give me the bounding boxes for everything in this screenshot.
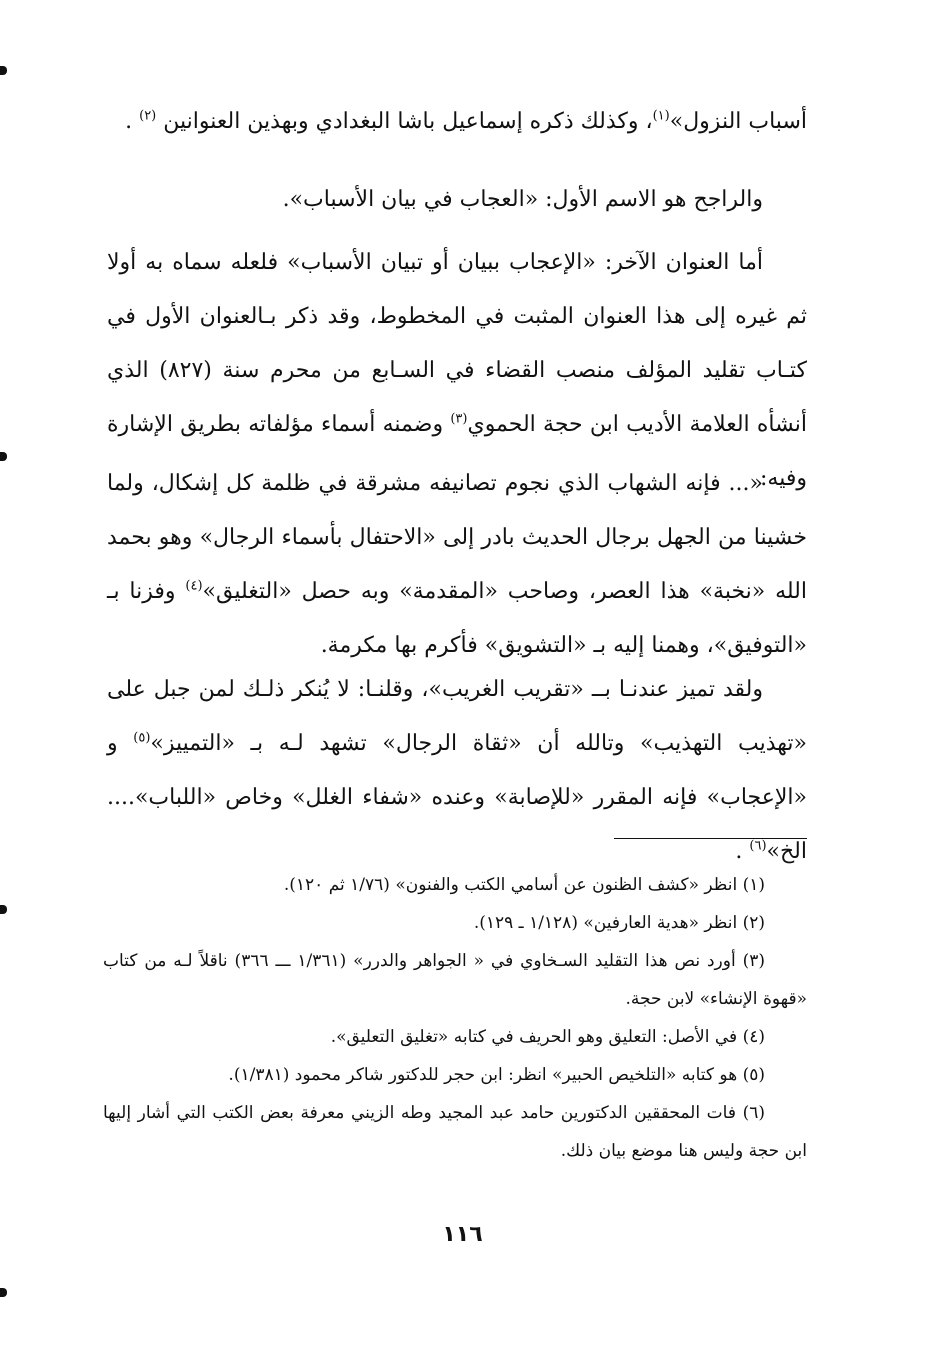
footnote-6: (٦) فات المحققين الدكتورين حامد عبد المجيد وطه الزيني معرفة بعض الكتب التي أشار إليها ابن حجة وليس هنا موضع بيان ذلك. xyxy=(103,1103,807,1161)
paragraph-text: ، وكذلك ذكره إسماعيل باشا البغدادي وبهذين العنوانين xyxy=(163,109,653,134)
footnote-5: (٥) هو كتابه «التلخيص الحبير» انظر: ابن حجر للدكتور شاكر محمود (١/٣٨١). xyxy=(228,1065,765,1085)
margin-mark xyxy=(0,905,7,914)
paragraph-text: والراجح هو الاسم الأول: «العجاب في بيان الأسباب». xyxy=(282,187,763,212)
footnote-ref: (٥) xyxy=(133,730,151,746)
footnote-ref: (٦) xyxy=(749,838,767,854)
footnote-ref: (٤) xyxy=(185,578,203,594)
margin-mark xyxy=(0,66,7,75)
page-number: ١١٦ xyxy=(442,1222,483,1247)
paragraph-text: . xyxy=(735,839,743,864)
footnote-2: (٢) انظر «هدية العارفين» (١/١٢٨ ـ ١٢٩). xyxy=(473,913,765,933)
paragraph-text: «... فإنه الشهاب الذي نجوم تصانيفه مشرقة في ظلمة كل إشكال، ولما خشينا من الجهل برجال الحديث بادر إلى «الاحتفال بأسماء الرجال» وهو بحمد الله «نخبة» هذا العصر، وصاحب «المقدمة» وبه حصل «التغليق» xyxy=(107,471,807,604)
paragraph-text: ولقد تميز عندنـا بــ «تقريب الغريب»، وقلنـا: لا يُنكر ذلـك لمن جبل على «تهذيب التهذيب» وتالله أن «ثقاة الرجال» تشهد لـه بـ «التمييز» xyxy=(107,677,807,756)
paragraph-1 xyxy=(107,95,807,149)
paragraph-5 xyxy=(107,663,807,879)
paragraph-text: . xyxy=(125,109,133,134)
paragraph-text: وفزنا بـ «التوفيق»، وهمنا إليه بـ «التشويق» فأكرم بها مكرمة. xyxy=(107,579,807,658)
paragraph-text: و «الإعجاب» فإنه المقرر «للإصابة» وعنده «شفاء الغلل» وخاص «اللباب».... الخ» xyxy=(107,731,807,864)
paragraph-text: وضمنه أسماء مؤلفاته بطريق الإشارة وفيه: xyxy=(107,412,807,491)
footnotes xyxy=(103,866,807,1170)
footnote-4: (٤) في الأصل: التعليق وهو الحريف في كتابه «تغليق التعليق». xyxy=(330,1027,765,1047)
paragraph-4-quote xyxy=(107,457,807,673)
paragraph-text: أسباب النزول» xyxy=(669,109,807,134)
footnote-ref: (٣) xyxy=(450,411,468,427)
footnote-3: (٣) أورد نص هذا التقليد السـخاوي في « الجواهر والدرر» (١/٣٦١ ـــ ٣٦٦) ناقلاً لـه من كتاب «قهوة الإنشاء» لابن حجة. xyxy=(103,951,807,1009)
footnote-ref: (٢) xyxy=(139,108,157,124)
paragraph-2 xyxy=(107,173,807,227)
margin-mark xyxy=(0,1288,7,1297)
footnote-1: (١) انظر «كشف الظنون عن أسامي الكتب والفنون» (١/٧٦ ثم ١٢٠). xyxy=(283,875,765,895)
paragraph-text: أما العنوان الآخر: «الإعجاب ببيان أو تبيان الأسباب» فلعله سماه به أولا ثم غيره إلى هذا العنوان المثبت في المخطوط، وقد ذكر بـالعنوان الأول في كتـاب تقليد المؤلف منصب القضاء في السـابع من محرم سنة (٨٢٧) الذي أنشأه العلامة الأديب ابن حجة الحموي xyxy=(107,250,807,437)
footnote-ref: (١) xyxy=(652,108,670,124)
footnote-separator xyxy=(614,838,807,839)
margin-mark xyxy=(0,452,7,461)
